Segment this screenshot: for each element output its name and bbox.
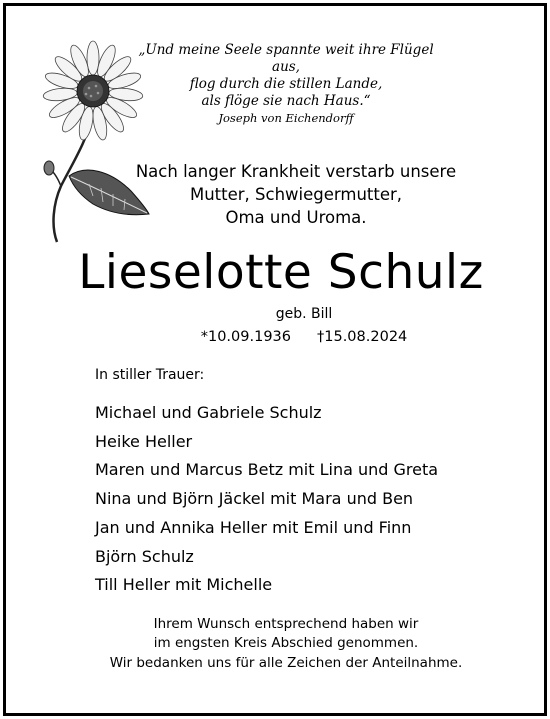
announcement-line: Oma und Uroma. [225, 208, 367, 227]
quote-line: flog durch die stillen Lande, [189, 76, 383, 92]
closing-line: im engsten Kreis Abschied genommen. [153, 635, 419, 652]
life-dates [6, 329, 550, 345]
mourning-label: In stiller Trauer: [95, 367, 205, 383]
birth-date: *10.09.1936 [200, 329, 291, 345]
closing-line: Ihrem Wunsch entsprechend haben wir [153, 616, 419, 632]
closing-text [6, 615, 550, 673]
mourner-entry: Jan und Annika Heller mit Emil und Finn [95, 517, 412, 537]
quote-line: „Und meine Seele spannte weit ihre Flügel aus, [138, 42, 434, 75]
mourner-entry: Nina und Björn Jäckel mit Mara und Ben [95, 489, 414, 509]
mourner-entry: Heike Heller [95, 431, 193, 451]
maiden-name: geb. Bill [275, 306, 333, 322]
deceased-name: Lieselotte Schulz [78, 245, 484, 300]
mourners-list [95, 399, 438, 600]
mourner-entry: Michael und Gabriele Schulz [95, 403, 322, 422]
obituary-notice [3, 3, 547, 716]
mourner-entry: Till Heller mit Michelle [95, 575, 273, 595]
announcement-line: Nach langer Krankheit verstarb unsere [135, 162, 457, 181]
mourner-entry: Maren und Marcus Betz mit Lina und Greta [95, 460, 439, 480]
mourner-entry: Björn Schulz [95, 546, 194, 566]
quote-author: Joseph von Eichendorff [218, 111, 354, 125]
quote-line: als flöge sie nach Haus.“ [201, 93, 371, 109]
announcement-text [96, 160, 496, 229]
closing-line: Wir bedanken uns für alle Zeichen der Anteilnahme. [109, 654, 463, 671]
death-date: †15.08.2024 [317, 329, 408, 345]
eichendorff-quote [126, 42, 446, 127]
announcement-line: Mutter, Schwiegermutter, [189, 185, 403, 204]
